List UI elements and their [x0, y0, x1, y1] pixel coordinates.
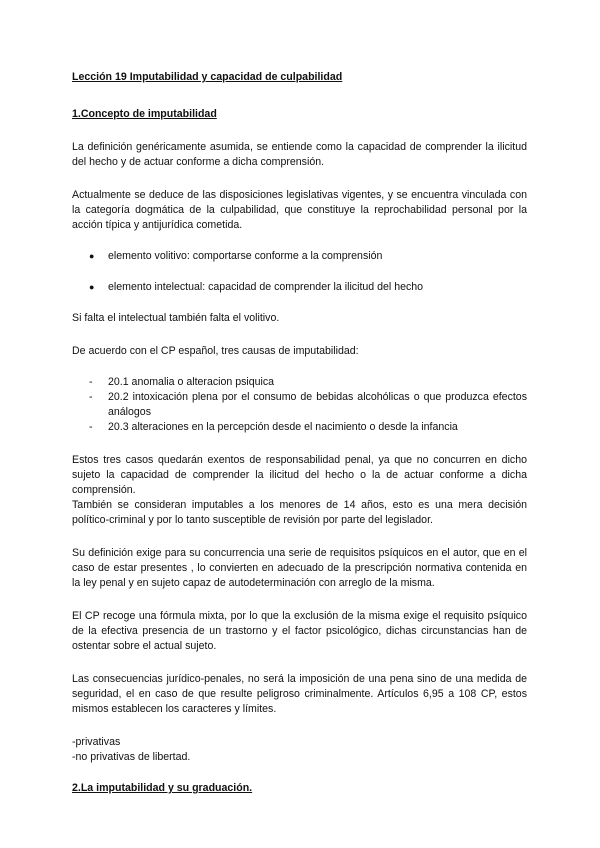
dash-marker: - [89, 391, 93, 403]
paragraph-minors: También se consideran imputables a los menores de 14 años, esto es una mera decisión político-criminal y por lo tanto susceptible de revisión por parte del legislador. [72, 499, 527, 526]
list-item-text: 20.2 intoxicación plena por el consumo de bebidas alcohólicas o que produzca efectos análogos [108, 391, 527, 418]
paragraph-intellectual-volitive: Si falta el intelectual también falta el volitivo. [72, 312, 280, 324]
elements-list [72, 249, 527, 295]
dash-marker: - [89, 421, 93, 433]
paragraph-current-deduction: Actualmente se deduce de las disposiciones legislativas vigentes, y se encuentra vinculada con la categoría dogmática de la culpabilidad, que constituye la reprochabilidad personal por la acción típica y antijurídica cometida. [72, 189, 527, 231]
paragraph-psychic-requirements: Su definición exige para su concurrencia una serie de requisitos psíquicos en el autor, que en el caso de estar presentes , lo convierten en adecuado de la prescripción normativa contenida en la ley penal y en sujeto capaz de autodeterminación con arreglo de la misma. [72, 547, 527, 589]
list-item-text: 20.1 anomalia o alteracion psiquica [108, 376, 275, 388]
list-item-text: elemento volitivo: comportarse conforme a la comprensión [108, 250, 383, 262]
paragraph-definition: La definición genéricamente asumida, se entiende como la capacidad de comprender la ilicitud del hecho y de actuar conforme a dicha comprensión. [72, 141, 527, 168]
lesson-title: Lección 19 Imputabilidad y capacidad de culpabilidad [72, 71, 343, 83]
measure-privative: -privativas [72, 736, 121, 748]
list-item-cause-20-1 [72, 375, 527, 390]
paragraph-mixed-formula: El CP recoge una fórmula mixta, por lo que la exclusión de la misma exige el requisito psíquico de la efectiva presencia de un trastorno y el factor psicológico, dichas circunstancias han de ostentar sobre el actual sujeto. [72, 610, 527, 652]
measure-non-privative: -no privativas de libertad. [72, 751, 191, 763]
list-item-cause-20-2 [72, 390, 527, 420]
list-item-volitive [72, 249, 527, 264]
list-item-text: elemento intelectual: capacidad de comprender la ilicitud del hecho [108, 281, 424, 293]
list-item-intellectual [72, 280, 527, 295]
list-item-text: 20.3 alteraciones en la percepción desde el nacimiento o desde la infancia [108, 421, 458, 433]
paragraph-causes-intro: De acuerdo con el CP español, tres causas de imputabilidad: [72, 345, 359, 357]
section-1-heading: 1.Concepto de imputabilidad [72, 108, 217, 120]
bullet-icon: ● [89, 282, 95, 292]
paragraph-exemption: Estos tres casos quedarán exentos de responsabilidad penal, ya que no concurren en dicho sujeto la capacidad de comprender la ilicitud del hecho o la de actuar conforme a dicha comprensión. [72, 454, 527, 496]
bullet-icon: ● [89, 251, 95, 261]
document-page [72, 70, 527, 796]
section-2-heading: 2.La imputabilidad y su graduación. [72, 782, 253, 794]
list-item-cause-20-3 [72, 420, 527, 435]
dash-marker: - [89, 376, 93, 388]
causes-list [72, 375, 527, 435]
paragraph-consequences: Las consecuencias jurídico-penales, no será la imposición de una pena sino de una medida de seguridad, el en caso de que resulte peligroso criminalmente. Artículos 6,95 a 108 CP, estos mismos establecen los caracteres y límites. [72, 673, 527, 715]
